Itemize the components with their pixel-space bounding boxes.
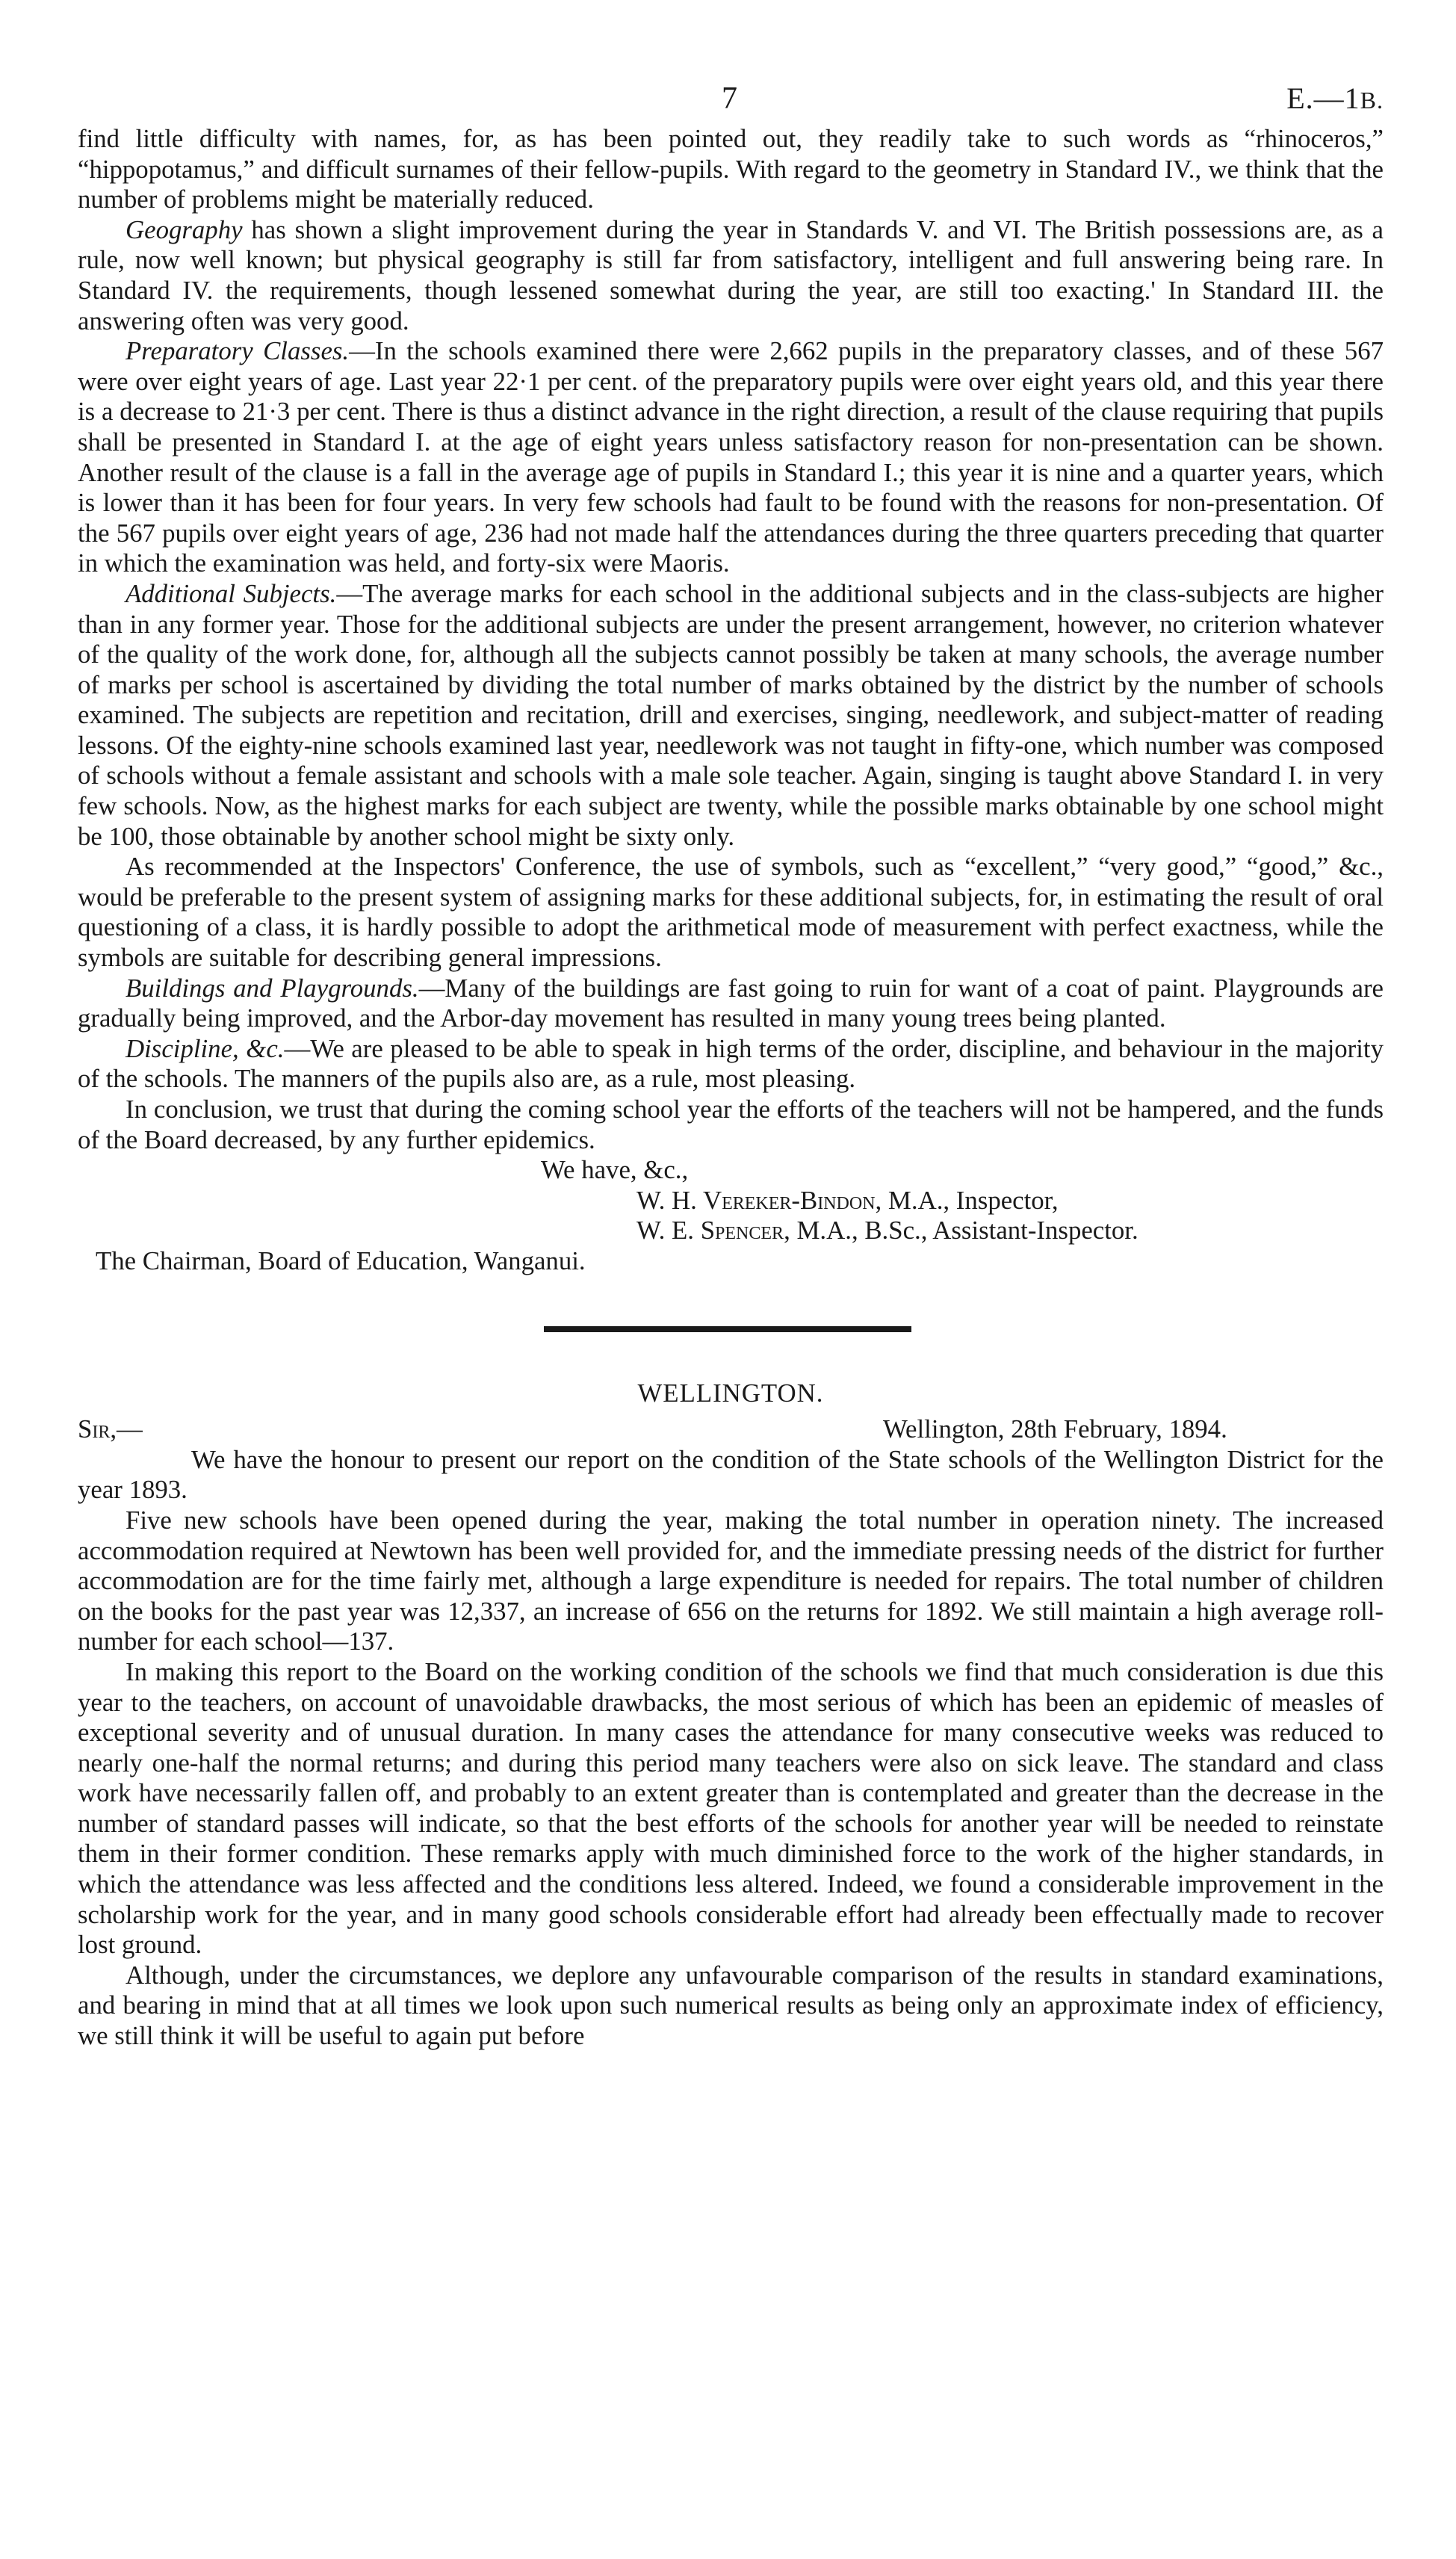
paragraph-symbols: As recommended at the Inspectors' Conference, the use of symbols, such as “excellent,” “very good,” “good,” &c., would be preferable to the present system of assigning marks for these additional subjects, for, in estimating the result of oral questioning of a class, it is hardly possible to adopt the arithmetical mode of measurement with perfect exactness, while the symbols are suitable for describing general impressions. [78, 852, 1384, 973]
signatory-2-name: W. E. Spencer [636, 1216, 784, 1246]
heading-discipline: Discipline, &c. [126, 1033, 285, 1063]
document-reference [1286, 81, 1384, 116]
signature-block [78, 1155, 1384, 1276]
paragraph-preparatory-classes [78, 336, 1384, 579]
section-divider [544, 1326, 911, 1332]
document-reference-suffix: B. [1360, 87, 1384, 114]
paragraph-introduction: We have the honour to present our report on the condition of the State schools of the Wellington District for the year 1893. [78, 1444, 1384, 1505]
closing-line: We have, &c., [541, 1155, 689, 1185]
section-title: WELLINGTON. [637, 1378, 824, 1408]
text-additional-subjects: —The average marks for each school in the additional subjects and in the class-subjects are higher than in any former year. Those for the additional subjects are under the present arrangement, however, no criterion whatever of the quality of the work done, for, although all the subjects cannot possibly be taken at many schools, the average number of marks per school is ascertained by dividing the total number of marks obtained by the district by the number of schools examined. The subjects are repetition and recitation, drill and exercises, singing, needlework, and subject-matter of reading lessons. Of the eighty-nine schools examined last year, needlework was not taught in fifty-one, which number was composed of schools without a female assistant and schools with a male sole teacher. Again, singing is taught above Standard I. in very few schools. Now, as the highest marks for each subject are twenty, while the possible marks obtainable by one school might be 100, those obtainable by another school might be sixty only. [78, 578, 1384, 851]
salutation-line [78, 1414, 1384, 1445]
text-buildings: —Many of the buildings are fast going to ruin for want of a coat of paint. Playgrounds are gradually being improved, and the Arbor-day movement has resulted in many young trees being planted. [78, 973, 1384, 1033]
signatory-1-title: , M.A., Inspector, [875, 1185, 1059, 1215]
addressee-line: The Chairman, Board of Education, Wanganui. [96, 1246, 586, 1275]
paragraph-additional-subjects [78, 579, 1384, 852]
signatory-1 [78, 1186, 1384, 1216]
document-page [78, 72, 1384, 2052]
heading-additional-subjects: Additional Subjects. [126, 578, 337, 608]
text-preparatory-classes: —In the schools examined there were 2,662 pupils in the preparatory classes, and of these 567 were over eight years of age. Last year 22·1 per cent. of the preparatory pupils were over eight years old, and this year there is a decrease to 21·3 per cent. There is thus a distinct advance in the right direction, a result of the clause requiring that pupils shall be presented in Standard I. at the age of eight years unless satisfactory reason for non-presentation can be shown. Another result of the clause is a fall in the average age of pupils in Standard I.; this year it is nine and a quarter years, which is lower than it has been for four years. In very few schools had fault to be found with the reasons for non-presentation. Of the 567 pupils over eight years of age, 236 had not made half the attendances during the three quarters preceding that quarter in which the examination was held, and forty-six were Maoris. [78, 336, 1384, 578]
section-wellington-report [78, 1378, 1384, 2052]
paragraph-standard-examinations: Although, under the circumstances, we deplore any unfavourable comparison of the results in standard examinations, and bearing in mind that at all times we look upon such numerical results as being only an approximate index of efficiency, we still think it will be useful to again put before [78, 1960, 1384, 2051]
signatory-1-name: W. H. Vereker-Bindon [636, 1185, 876, 1215]
paragraph-new-schools: Five new schools have been opened during the year, making the total number in operation ninety. The increased accommodation required at Newtown has been well provided for, and the immediate pressing needs of the district for further accommodation are for the time fairly met, although a large expenditure is needed for repairs. The total number of children on the books for the past year was 12,337, an increase of 656 on the returns for 1892. We still maintain a high average roll-number for each school—137. [78, 1505, 1384, 1656]
document-reference-main: E.—1 [1286, 81, 1360, 115]
paragraph-geometry: find little difficulty with names, for, as has been pointed out, they readily take to such words as “rhinoceros,” “hippopotamus,” and difficult surnames of their fellow-pupils. With regard to the geometry in Standard IV., we think that the number of problems might be materially reduced. [78, 124, 1384, 214]
paragraph-discipline [78, 1034, 1384, 1095]
text-geography: has shown a slight improvement during the year in Standards V. and VI. The British possessions are, as a rule, now well known; but physical geography is still far from satisfactory, intelligent and full answering being rare. In Standard IV. the requirements, though lessened somewhat during the year, are still too exacting.' In Standard III. the answering often was very good. [78, 214, 1384, 335]
section-wanganui-report [78, 124, 1384, 1277]
page-number: 7 [722, 81, 737, 116]
signatory-2 [78, 1216, 1384, 1246]
paragraph-conclusion: In conclusion, we trust that during the coming school year the efforts of the teachers will not be hampered, and the funds of the Board decreased, by any further epidemics. [78, 1095, 1384, 1154]
heading-geography: Geography [126, 214, 243, 244]
heading-buildings: Buildings and Playgrounds. [126, 973, 419, 1003]
text-discipline: —We are pleased to be able to speak in high terms of the order, discipline, and behaviour in the majority of the schools. The manners of the pupils also are, as a rule, most pleasing. [78, 1033, 1384, 1094]
paragraph-buildings [78, 974, 1384, 1034]
page-header [78, 72, 1384, 124]
heading-preparatory-classes: Preparatory Classes. [126, 336, 350, 366]
paragraph-working-condition: In making this report to the Board on the working condition of the schools we find that much consideration is due this year to the teachers, on account of unavoidable drawbacks, the most serious of which has been an epidemic of measles of exceptional severity and of unusual duration. In many cases the attendance for many consecutive weeks was reduced to nearly one-half the normal returns; and during this period many teachers were also on sick leave. The standard and class work have necessarily fallen off, and probably to an extent greater than is contemplated and greater than the decrease in the number of standard passes will indicate, so that the best efforts of the schools for another year will be needed to reinstate them in their former condition. These remarks apply with much diminished force to the work of the higher standards, in which the attendance was less affected and the conditions less altered. Indeed, we found a considerable improvement in the scholarship work for the year, and in many good schools considerable effort had already been effectually made to recover lost ground. [78, 1656, 1384, 1960]
salutation: Sir,— [78, 1414, 143, 1444]
dateline: Wellington, 28th February, 1894. [883, 1414, 1227, 1444]
paragraph-geography [78, 215, 1384, 336]
signatory-2-title: , M.A., B.Sc., Assistant-Inspector. [784, 1216, 1139, 1246]
